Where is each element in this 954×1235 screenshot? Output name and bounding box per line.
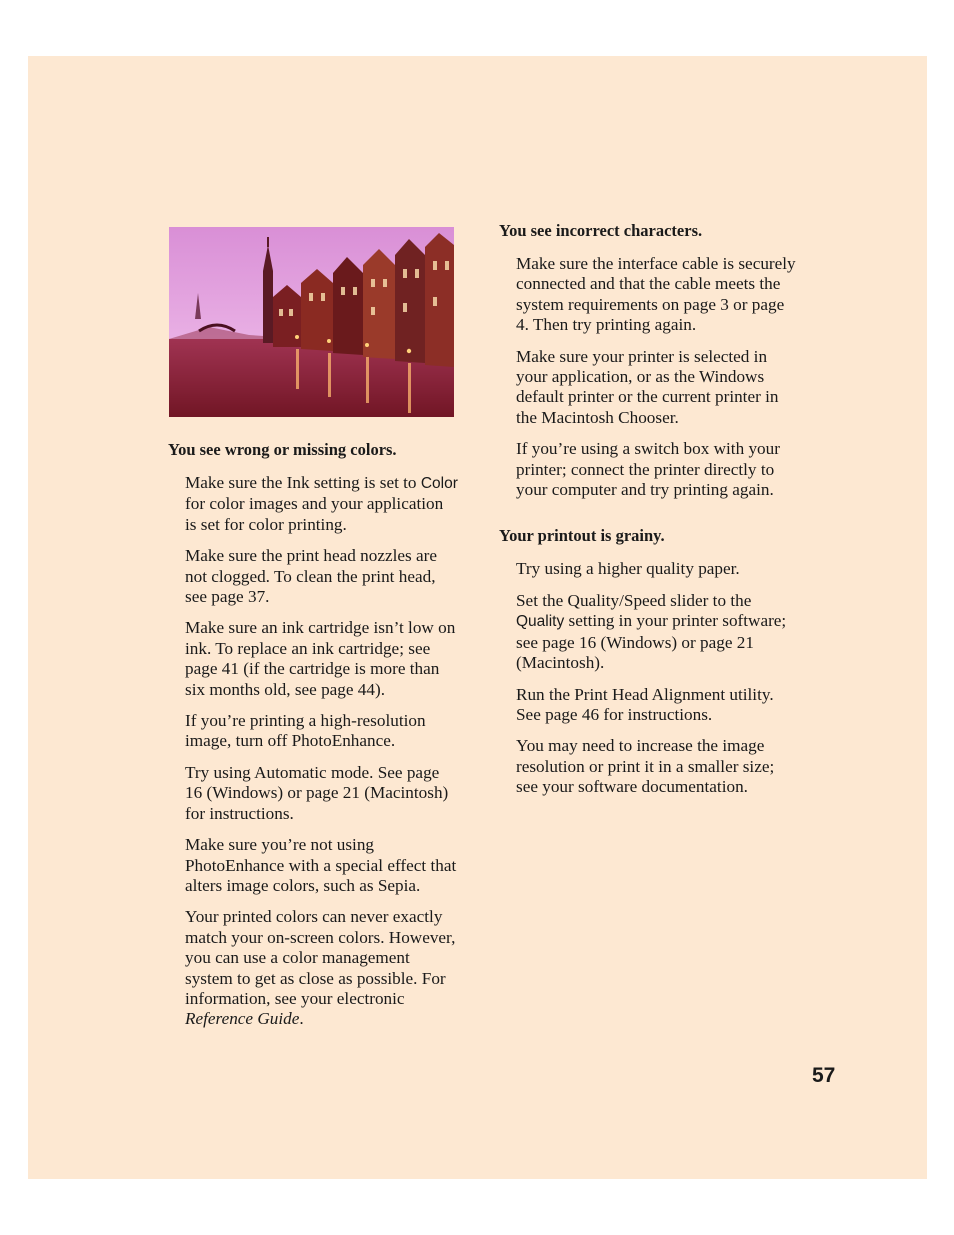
- guide-title: Reference Guide: [185, 1009, 300, 1029]
- text: Your printed colors can never exactly match your on-screen colors. However, you can use a color management system to get as close as possible. For information, see your electronic: [185, 907, 456, 1008]
- paragraph: [185, 473, 458, 535]
- right-column: [499, 220, 799, 809]
- paragraph: You may need to increase the image resolution or print it in a smaller size; see your software documentation.: [516, 736, 775, 797]
- wrong-colors-section: [168, 439, 458, 1041]
- section-heading: Your printout is grainy.: [499, 526, 665, 546]
- setting-name: Color: [420, 475, 458, 492]
- text: for color images and your application is set for color printing.: [185, 494, 444, 534]
- text: Set the Quality/Speed slider to the: [516, 590, 752, 610]
- paragraph: Make sure an ink cartridge isn’t low on ink. To replace an ink cartridge; see page 41 (if the cartridge is more than six months old, see page 44).: [185, 618, 456, 699]
- canal-photo-image: [169, 227, 454, 417]
- section-heading: You see incorrect characters.: [499, 221, 703, 240]
- paragraph: Make sure you’re not using PhotoEnhance with a special effect that alters image colors, such as Sepia.: [185, 835, 457, 895]
- paragraph: [185, 907, 458, 1029]
- page-number: 57: [812, 1064, 836, 1087]
- paragraph: If you’re using a switch box with your printer; connect the printer directly to your computer and try printing again.: [516, 439, 780, 500]
- text: setting in your printer software; see page 16 (Windows) or page 21 (Macintosh).: [516, 611, 787, 673]
- canal-photo: [169, 227, 454, 417]
- text: Make sure the Ink setting is set to: [185, 473, 421, 492]
- grainy-printout-section: [499, 525, 799, 797]
- paragraph: If you’re printing a high-resolution image, turn off PhotoEnhance.: [185, 711, 426, 751]
- section-spacer: [499, 511, 799, 525]
- incorrect-characters-section: [499, 220, 799, 500]
- setting-name: Quality: [516, 613, 565, 631]
- paragraph: [516, 591, 799, 674]
- paragraph: Make sure the print head nozzles are not clogged. To clean the print head, see page 37.: [185, 546, 437, 607]
- section-heading: You see wrong or missing colors.: [168, 440, 397, 459]
- paragraph: Make sure your printer is selected in your application, or as the Windows default printer or the current printer in the Macintosh Chooser.: [516, 346, 779, 427]
- paragraph: Try using Automatic mode. See page 16 (Windows) or page 21 (Macintosh) for instructions.: [185, 762, 449, 823]
- paragraph: Make sure the interface cable is securely connected and that the cable meets the system requirements on page 3 or page 4. Then try printing again.: [516, 254, 796, 335]
- paragraph: Run the Print Head Alignment utility. See page 46 for instructions.: [516, 684, 774, 724]
- text: .: [299, 1009, 304, 1029]
- paragraph: Try using a higher quality paper.: [516, 559, 740, 579]
